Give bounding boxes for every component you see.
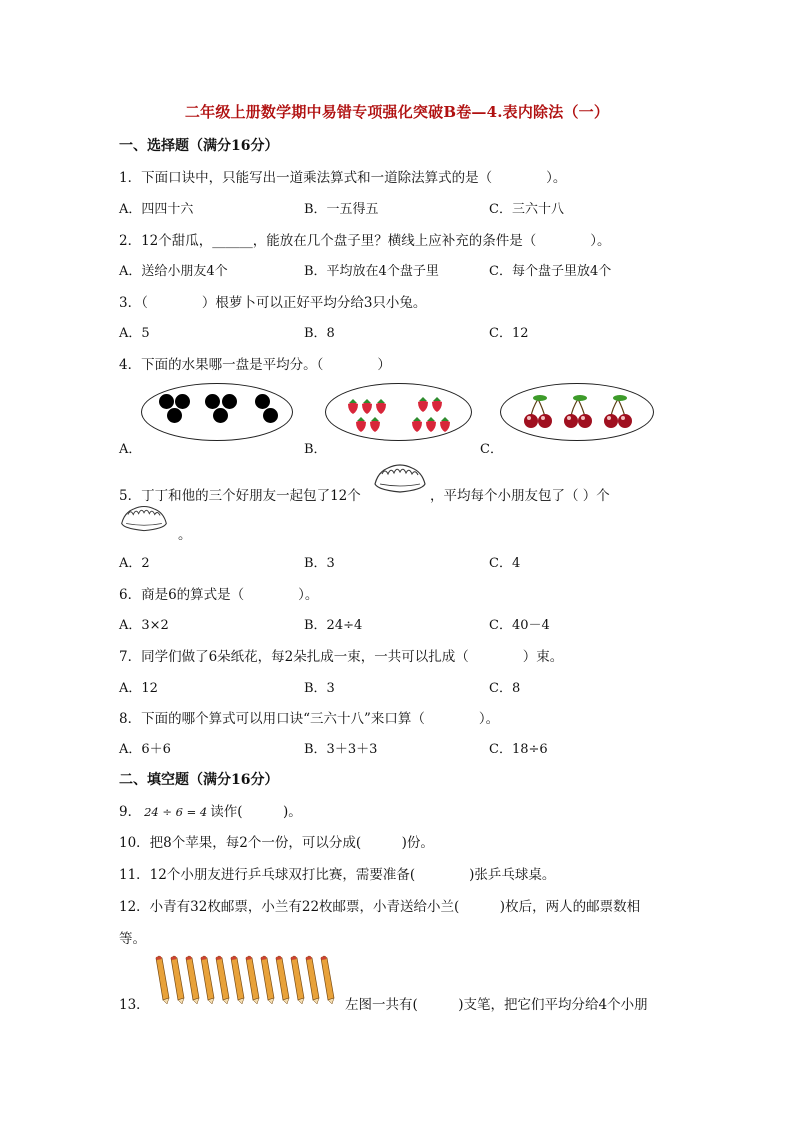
q5-option-c[interactable]: C．4: [489, 556, 521, 571]
q8-option-b[interactable]: B．3＋3＋3: [304, 742, 378, 757]
pencil-icon: [231, 956, 244, 1004]
q1-option-b[interactable]: B．一五得五: [304, 202, 379, 217]
pencil-icon: [291, 956, 304, 1004]
q7-option-b[interactable]: B．3: [304, 681, 335, 696]
cherry-icon: [564, 395, 592, 428]
pencil-icon: [246, 956, 259, 1004]
q6-option-b[interactable]: B．24÷4: [304, 618, 363, 633]
plate-a-black-dots: [141, 383, 293, 441]
question-10: 10．把8个苹果，每2个一份，可以分成( )份。: [119, 835, 434, 851]
question-3: 3．（ ）根萝卜可以正好平均分给3只小兔。: [119, 295, 427, 311]
strawberry-icon: [440, 417, 450, 432]
cherry-icon: [604, 395, 632, 428]
pencil-icon: [276, 956, 289, 1004]
q6-option-a[interactable]: A．3×2: [119, 618, 169, 633]
question-12-line2: 等。: [119, 931, 146, 947]
pencil-icon: [261, 956, 274, 1004]
q5-option-b[interactable]: B．3: [304, 556, 335, 571]
question-5-part2: ，平均每个小朋友包了（ ）个: [430, 488, 610, 504]
q1-option-a[interactable]: A．四四十六: [119, 202, 194, 217]
strawberry-icon: [356, 417, 366, 432]
q8-option-c[interactable]: C．18÷6: [489, 742, 548, 757]
question-6: 6．商是6的算式是（ ）。: [119, 587, 319, 603]
q4-option-b[interactable]: B．: [304, 442, 327, 457]
strawberry-icon: [418, 397, 428, 412]
section-choice-heading: 一、选择题（满分16分）: [119, 138, 279, 154]
strawberry-icon: [426, 417, 436, 432]
q9-text: 读作( )。: [210, 804, 302, 820]
question-9: [119, 800, 302, 820]
strawberry-icon: [370, 417, 380, 432]
q9-formula: 24 ÷ 6 = 4: [144, 805, 208, 819]
page-title: 二年级上册数学期中易错专项强化突破B卷—4.表内除法（一）: [184, 103, 610, 121]
q3-option-b[interactable]: B．8: [304, 326, 335, 341]
pencil-icon: [156, 956, 169, 1004]
q3-option-c[interactable]: C．12: [489, 326, 529, 341]
q9-number: 9．: [119, 804, 142, 820]
q1-option-c[interactable]: C．三六十八: [489, 202, 564, 217]
q2-option-c[interactable]: C．每个盘子里放4个: [489, 264, 612, 279]
cherry-icon: [524, 395, 552, 428]
question-5-part3: 。: [178, 527, 192, 543]
q8-option-a[interactable]: A．6＋6: [119, 742, 171, 757]
strawberry-icon: [376, 399, 386, 414]
question-2: 2．12个甜瓜，______，能放在几个盘子里？横线上应补充的条件是（ ）。: [119, 233, 611, 249]
pencil-icon: [171, 956, 184, 1004]
pencils-icon: [150, 956, 340, 1004]
question-4: 4．下面的水果哪一盘是平均分。（ ）: [119, 357, 391, 373]
q7-option-c[interactable]: C．8: [489, 681, 521, 696]
question-11: 11．12个小朋友进行乒乓球双打比赛，需要准备( )张乒乓球桌。: [119, 867, 556, 883]
pencil-icon: [321, 956, 334, 1004]
q2-option-a[interactable]: A．送给小朋友4个: [119, 264, 228, 279]
strawberry-icon: [362, 399, 372, 414]
pencil-icon: [186, 956, 199, 1004]
question-7: 7．同学们做了6朵纸花，每2朵扎成一束，一共可以扎成（ ）束。: [119, 649, 564, 665]
strawberry-group-icon: [325, 383, 470, 439]
q6-option-c[interactable]: C．40－4: [489, 618, 550, 633]
strawberry-icon: [412, 417, 422, 432]
q5-option-a[interactable]: A．2: [119, 556, 150, 571]
q7-option-a[interactable]: A．12: [119, 681, 158, 696]
dumpling-icon: [372, 462, 428, 496]
pencil-icon: [201, 956, 214, 1004]
question-12-line1: 12．小青有32枚邮票，小兰有22枚邮票，小青送给小兰( )枚后，两人的邮票数相: [119, 899, 641, 915]
q4-option-a[interactable]: A．: [119, 442, 142, 457]
question-5-part1: 5．丁丁和他的三个好朋友一起包了12个: [119, 488, 361, 504]
pencil-icon: [306, 956, 319, 1004]
question-13-number: 13．: [119, 997, 150, 1013]
question-13: 左图一共有( )支笔，把它们平均分给4个小朋: [345, 997, 648, 1013]
section-fill-heading: 二、填空题（满分16分）: [119, 772, 279, 788]
q4-option-c[interactable]: C．: [480, 442, 503, 457]
strawberry-icon: [348, 399, 358, 414]
question-8: 8．下面的哪个算式可以用口诀“三六十八”来口算（ ）。: [119, 711, 500, 727]
question-1: 1．下面口诀中，只能写出一道乘法算式和一道除法算式的是（ ）。: [119, 170, 567, 186]
dumpling-icon: [119, 503, 169, 535]
pencil-icon: [216, 956, 229, 1004]
q3-option-a[interactable]: A．5: [119, 326, 150, 341]
cherry-group-icon: [500, 383, 652, 439]
q2-option-b[interactable]: B．平均放在4个盘子里: [304, 264, 439, 279]
strawberry-icon: [432, 397, 442, 412]
